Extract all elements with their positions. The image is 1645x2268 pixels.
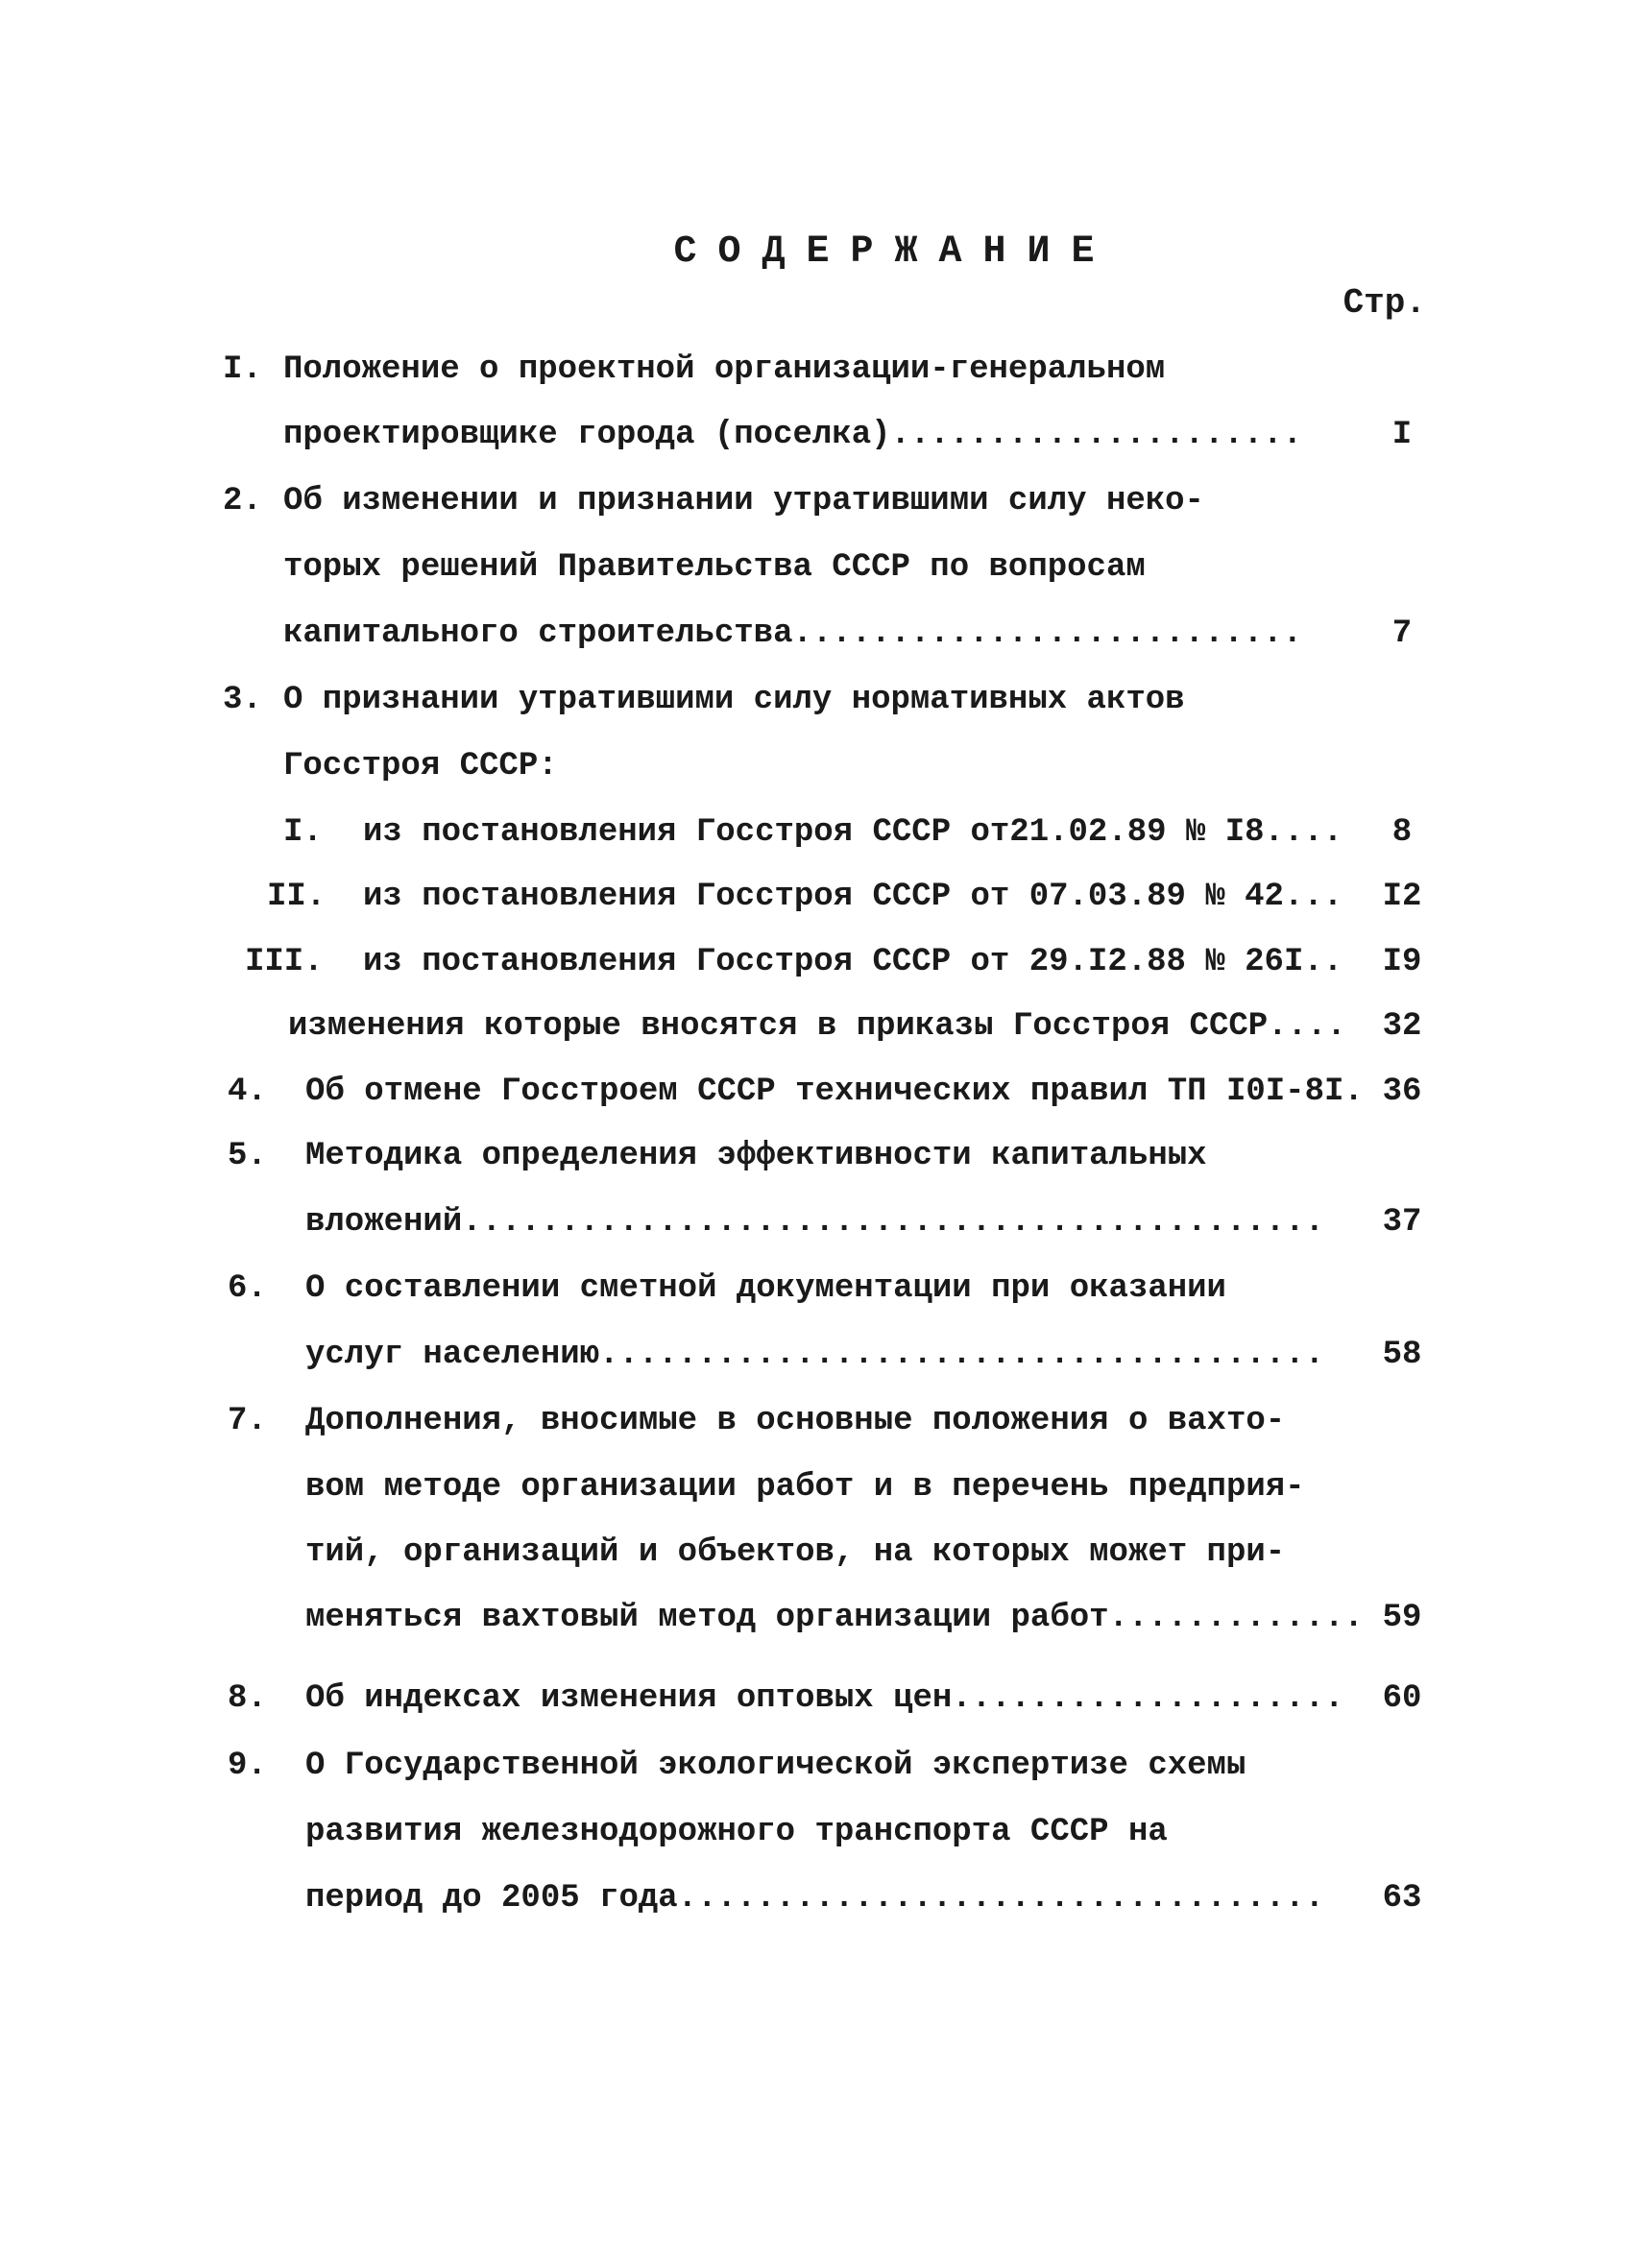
toc-entry-text: Методика определения эффективности капитальных xyxy=(305,1138,1207,1174)
toc-entry-text: услуг населению..................................... xyxy=(305,1337,1324,1373)
toc-entry-text: Об изменении и признании утратившими силу неко- xyxy=(283,483,1204,519)
toc-entry-text: Дополнения, вносимые в основные положения о вахто- xyxy=(305,1403,1286,1439)
toc-entry-text: вом методе организации работ и в перечень предприя- xyxy=(305,1469,1305,1506)
toc-entry-text: Положение о проектной организации-генеральном xyxy=(283,351,1166,388)
toc-page-number: I xyxy=(1391,417,1413,453)
toc-number: 4. xyxy=(228,1074,267,1110)
toc-entry-text: торых решений Правительства СССР по вопросам xyxy=(283,549,1146,586)
toc-entry-text: капитального строительства.......................... xyxy=(283,615,1302,652)
toc-entry-text: О составлении сметной документации при оказании xyxy=(305,1270,1226,1307)
toc-entry-text: из постановления Госстроя СССР от21.02.89 № I8.... xyxy=(363,814,1343,851)
toc-subnumber: III. xyxy=(245,944,324,980)
toc-entry-text: проектировщике города (поселка)..................... xyxy=(283,417,1302,453)
toc-page-number: 36 xyxy=(1382,1074,1422,1110)
toc-page-number: 8 xyxy=(1391,814,1413,851)
toc-entry-text: период до 2005 года................................. xyxy=(305,1880,1324,1917)
toc-page-number: I2 xyxy=(1382,879,1422,915)
toc-entry-text: О признании утратившими силу нормативных актов xyxy=(283,682,1185,718)
toc-entry-text: Об индексах изменения оптовых цен.................... xyxy=(305,1680,1344,1717)
toc-subnumber: II. xyxy=(267,879,327,915)
toc-page-number: 59 xyxy=(1382,1600,1422,1636)
toc-number: 7. xyxy=(228,1403,267,1439)
toc-number: 3. xyxy=(223,682,262,718)
page-column-header: Стр. xyxy=(1343,283,1426,323)
toc-entry-text: из постановления Госстроя СССР от 07.03.89 № 42... xyxy=(363,879,1343,915)
toc-entry-text: О Государственной экологической экспертизе схемы xyxy=(305,1748,1246,1784)
toc-subnumber: I. xyxy=(283,814,323,851)
toc-number: 6. xyxy=(228,1270,267,1307)
toc-page-number: 32 xyxy=(1382,1008,1422,1045)
toc-number: 5. xyxy=(228,1138,267,1174)
toc-page-number: I9 xyxy=(1382,944,1422,980)
page-title: СОДЕРЖАНИЕ xyxy=(673,230,1116,274)
toc-page-number: 60 xyxy=(1382,1680,1422,1717)
toc-entry-text: Госстроя СССР: xyxy=(283,748,558,784)
toc-page-number: 63 xyxy=(1382,1880,1422,1917)
toc-number: 8. xyxy=(228,1680,267,1717)
toc-entry-text: из постановления Госстроя СССР от 29.I2.88 № 26I.. xyxy=(363,944,1343,980)
toc-page-number: 58 xyxy=(1382,1337,1422,1373)
toc-entry-text: вложений............................................ xyxy=(305,1204,1324,1241)
toc-number: 2. xyxy=(223,483,262,519)
toc-entry-text: изменения которые вносятся в приказы Госстроя СССР.... xyxy=(288,1008,1346,1045)
toc-number: 9. xyxy=(228,1748,267,1784)
toc-entry-text: тий, организаций и объектов, на которых может при- xyxy=(305,1534,1286,1571)
toc-entry-text: Об отмене Госстроем СССР технических правил ТП I0I-8I. xyxy=(305,1074,1364,1110)
toc-page-number: 7 xyxy=(1391,615,1413,652)
toc-number: I. xyxy=(223,351,262,388)
toc-entry-text: меняться вахтовый метод организации работ............. xyxy=(305,1600,1364,1636)
toc-entry-text: развития железнодорожного транспорта СССР на xyxy=(305,1814,1168,1850)
toc-page-number: 37 xyxy=(1382,1204,1422,1241)
